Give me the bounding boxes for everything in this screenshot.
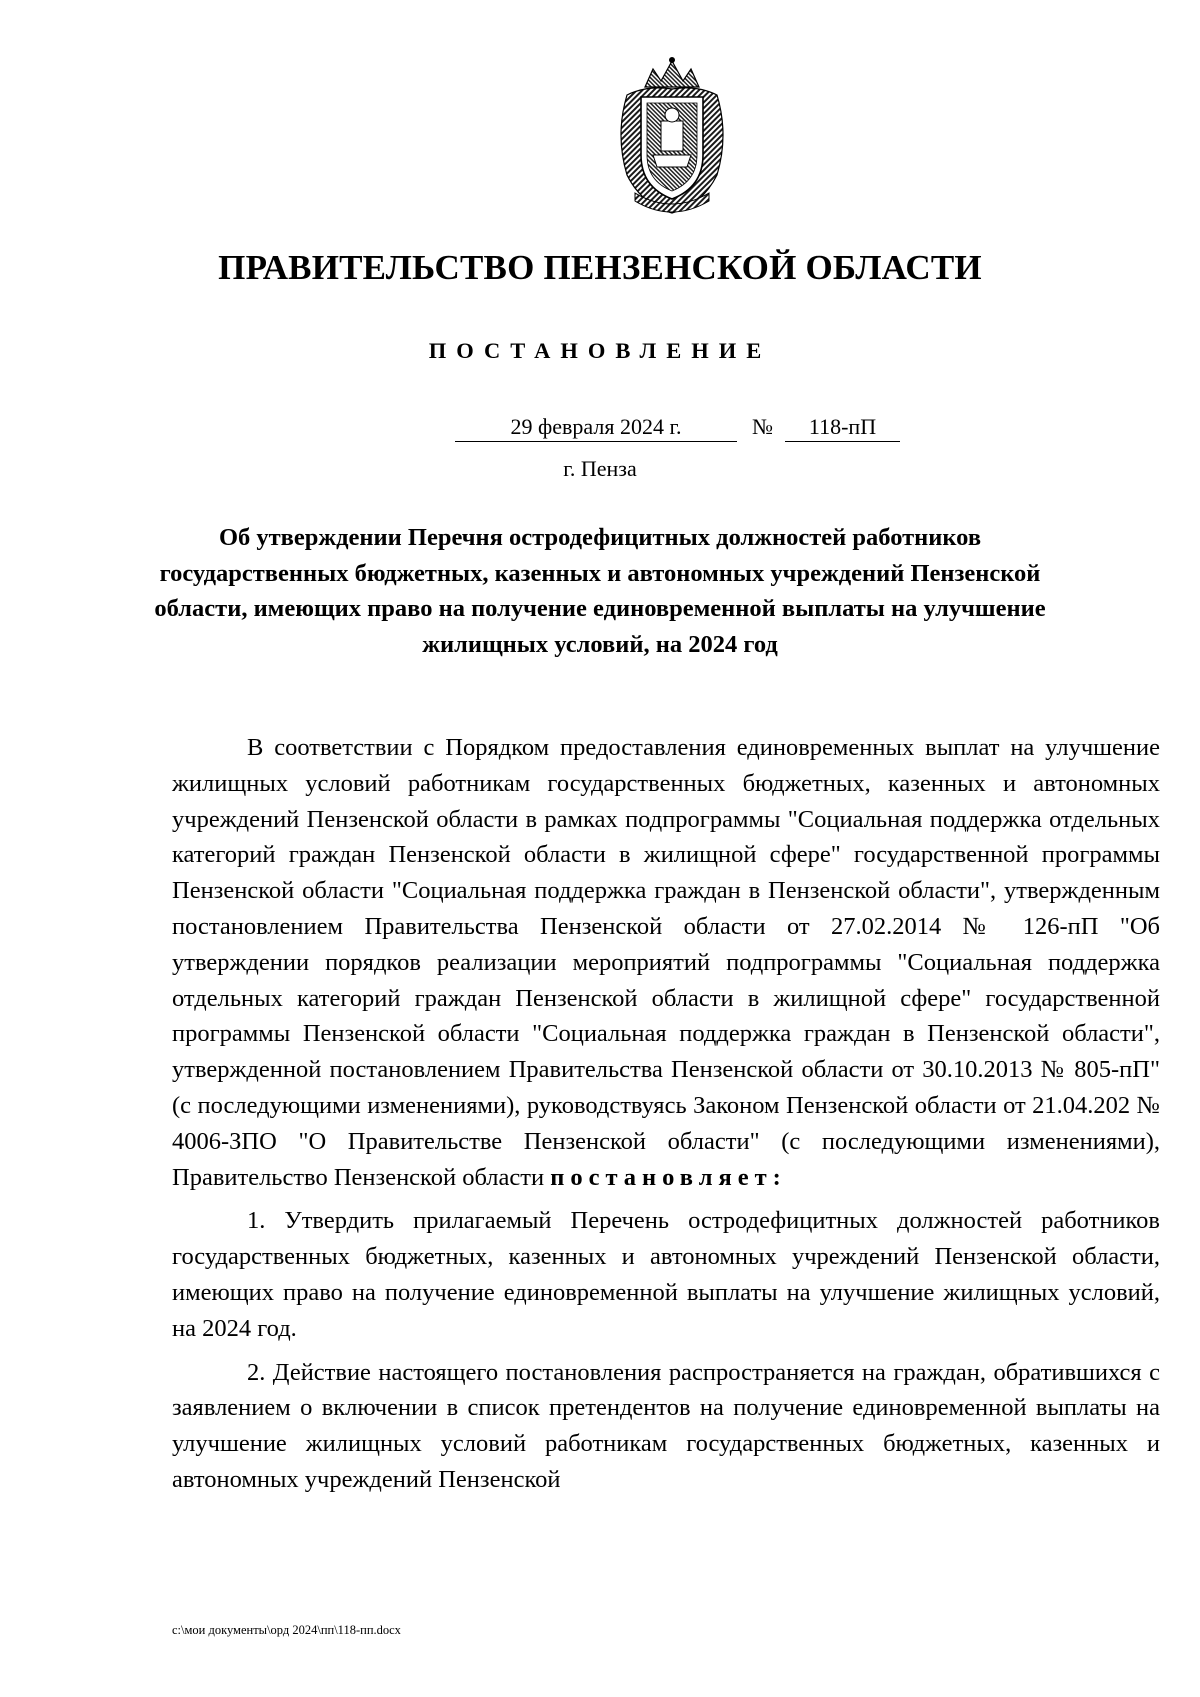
decree-word: постановляет: [550,1163,787,1191]
document-body [172,730,1160,1498]
document-number: 118-пП [785,413,900,442]
footer-file-path: c:\мои документы\орд 2024\пп\118-пп.docx [172,1623,401,1637]
document-date: 29 февраля 2024 г. [455,413,737,442]
city: г. Пенза [563,456,637,481]
document-subject: Об утверждении Перечня остродефицитных должностей работников государственных бюджетных, казенных и автономных учреждений Пензенской области, имеющих право на получение единовременной выплаты на улучшение жилищных условий, на 2024 год [154,524,1046,658]
list-item: 2. Действие настоящего постановления распространяется на граждан, обратившихся с заявлением о включении в список претендентов на получение единовременной выплаты на улучшение жилищных условий работникам государственных бюджетных, казенных и автономных учреждений Пензенской [172,1358,1160,1493]
penza-coat-of-arms-icon [597,55,747,215]
preamble-paragraph [172,730,1160,1195]
number-sign: № [752,414,773,439]
date-number-line [0,413,1200,447]
document-type: ПОСТАНОВЛЕНИЕ [428,338,772,363]
organization-title: ПРАВИТЕЛЬСТВО ПЕНЗЕНСКОЙ ОБЛАСТИ [218,248,982,287]
list-item: 1. Утвердить прилагаемый Перечень остродефицитных должностей работников государственных бюджетных, казенных и автономных учреждений Пензенской области, имеющих право на получение единовременной выплаты на улучшение жилищных условий, на 2024 год. [172,1207,1160,1342]
preamble-text: В соответствии с Порядком предоставления единовременных выплат на улучшение жилищных условий работникам государственных бюджетных, казенных и автономных учреждений Пензенской области в рамках подпрограммы "Социальная поддержка отдельных категорий граждан Пензенской области в жилищной сфере" государственной программы Пензенской области "Социальная поддержка граждан в Пензенской области", утвержденным постановлением Правительства Пензенской области от 27.02.2014 № 126-пП "Об утверждении порядков реализации мероприятий подпрограммы "Социальная поддержка отдельных категорий граждан Пензенской области в жилищной сфере" государственной программы Пензенской области "Социальная поддержка граждан в Пензенской области", утвержденной постановлением Правительства Пензенской области от 30.10.2013 № 805-пП" (с последующими изменениями), руководствуясь Законом Пензенской области от 21.04.202 № 4006-ЗПО "О Правительстве Пензенской области" (с последующими изменениями), Правительство Пензенской области [172,734,1160,1191]
